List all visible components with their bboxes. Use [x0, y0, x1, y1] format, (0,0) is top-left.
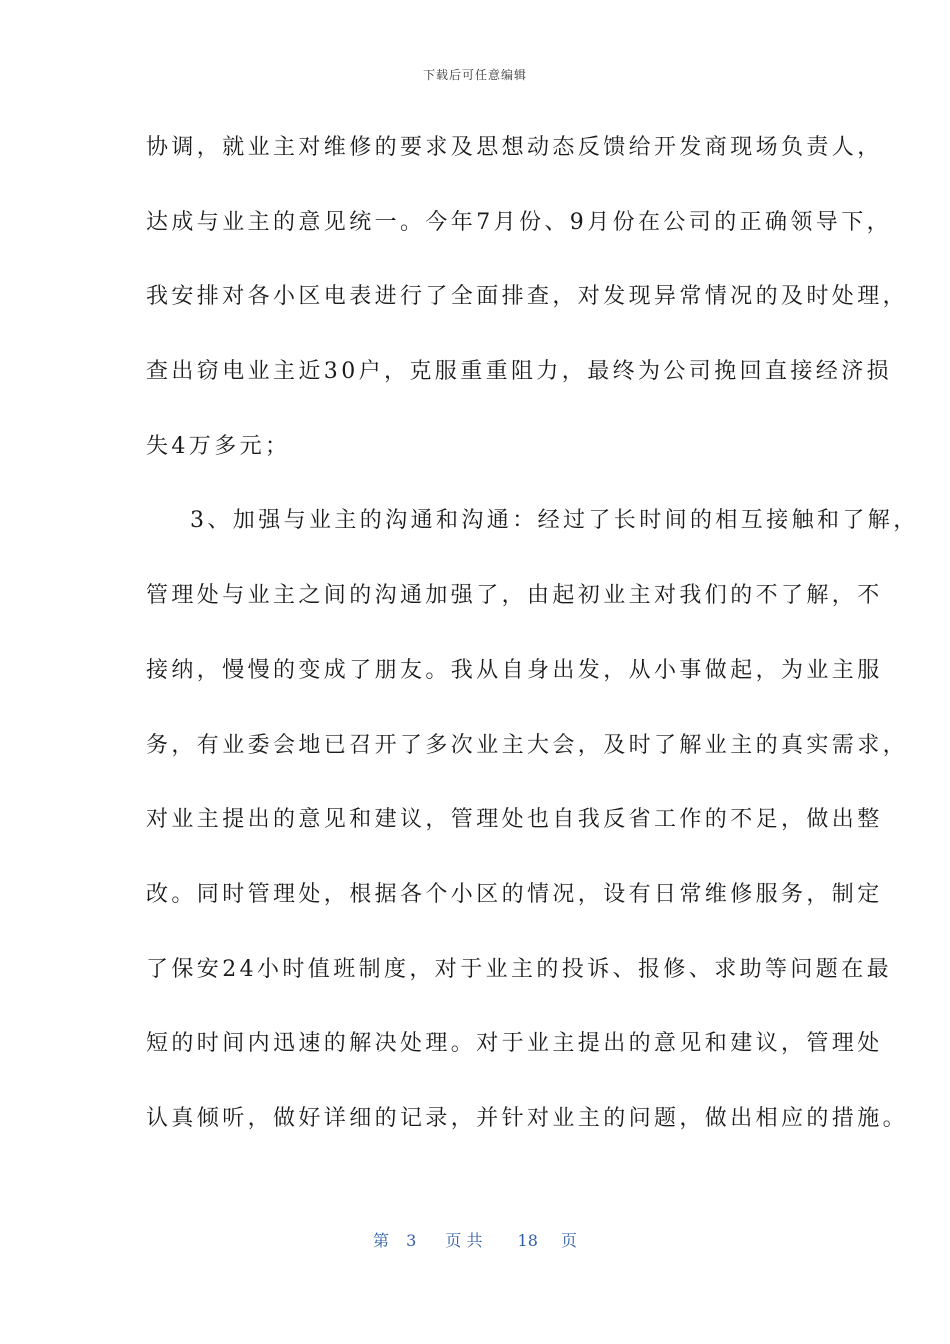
body-line: 了保安24小时值班制度，对于业主的投诉、报修、求助等问题在最 [146, 956, 892, 982]
body-line: 改。同时管理处，根据各个小区的情况，设有日常维修服务，制定 [146, 881, 883, 907]
body-line: 短的时间内迅速的解决处理。对于业主提出的意见和建议，管理处 [146, 1031, 883, 1057]
page-header-note: 下载后可任意编辑 [422, 68, 527, 82]
body-line: 务，有业委会地已召开了多次业主大会，及时了解业主的真实需求， [146, 732, 909, 758]
footer-middle: 页 共 [445, 1231, 483, 1250]
footer-total-pages: 18 [517, 1231, 538, 1250]
body-line: 我安排对各小区电表进行了全面排查，对发现异常情况的及时处理， [146, 284, 909, 310]
body-line: 达成与业主的意见统一。今年7月份、9月份在公司的正确领导下， [146, 209, 892, 235]
body-line: 接纳，慢慢的变成了朋友。我从自身出发，从小事做起，为业主服 [146, 657, 883, 683]
footer-prefix: 第 [372, 1231, 389, 1250]
body-line: 管理处与业主之间的沟通加强了，由起初业主对我们的不了解，不 [146, 583, 883, 609]
body-line: 认真倾听，做好详细的记录，并针对业主的问题，做出相应的措施。 [146, 1105, 909, 1131]
section-heading-line: 3、加强与业主的沟通和沟通：经过了长时间的相互接触和了解， [190, 508, 919, 534]
document-body [146, 128, 919, 1174]
body-line: 对业主提出的意见和建议，管理处也自我反省工作的不足，做出整 [146, 807, 883, 833]
footer-current-page: 3 [406, 1231, 417, 1250]
footer-suffix: 页 [561, 1231, 578, 1250]
body-line: 查出窃电业主近30户，克服重重阻力，最终为公司挽回直接经济损 [146, 359, 892, 385]
body-line: 协调，就业主对维修的要求及思想动态反馈给开发商现场负责人， [146, 135, 883, 160]
body-line: 失4万多元； [146, 433, 291, 459]
page-footer [0, 1228, 950, 1251]
